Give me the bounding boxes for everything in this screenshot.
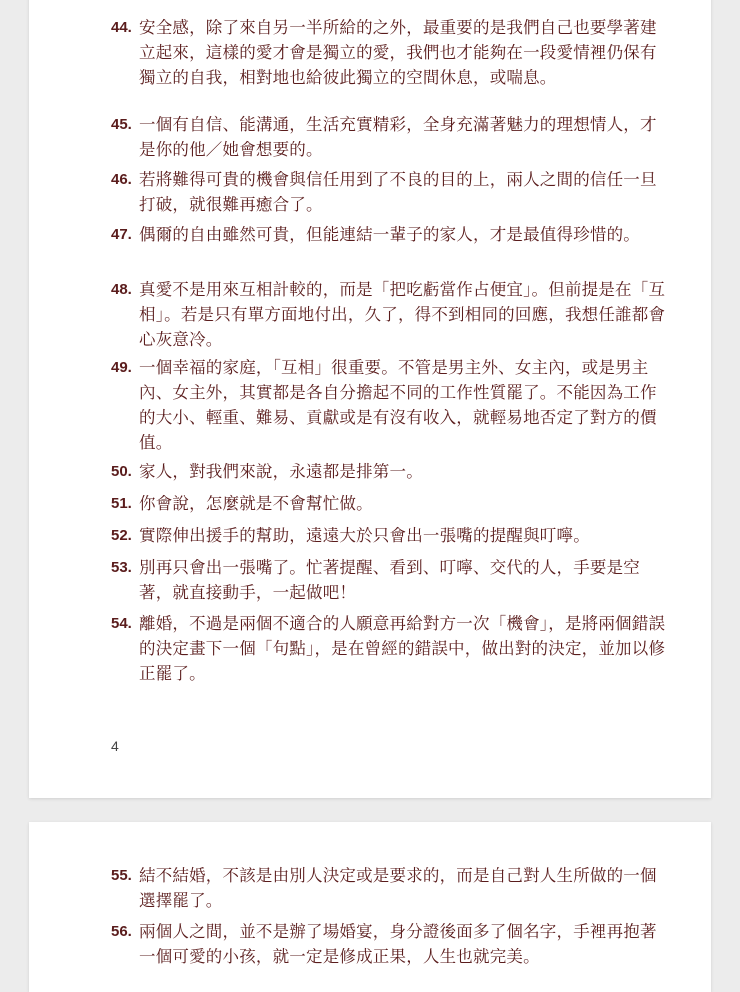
document-page-5: [29, 822, 711, 992]
item-number: 47.: [111, 226, 132, 243]
list-item-54: [111, 611, 671, 686]
list-item-53: [111, 555, 671, 605]
item-number: 46.: [111, 171, 132, 188]
item-text: 一個有自信、能溝通，生活充實精彩，全身充滿著魅力的理想情人，才是你的他／她會想要的。: [139, 115, 657, 159]
list-item-46: [111, 167, 671, 217]
list-item-45: [111, 112, 671, 162]
item-number: 45.: [111, 116, 132, 133]
list-item-51: [111, 491, 671, 516]
item-text: 別再只會出一張嘴了。忙著提醒、看到、叮嚀、交代的人，手要是空著，就直接動手，一起做吧！: [139, 558, 640, 602]
item-number: 44.: [111, 19, 132, 36]
item-number: 55.: [111, 867, 132, 884]
item-number: 48.: [111, 281, 132, 298]
item-number: 50.: [111, 463, 132, 480]
item-text: 一個幸福的家庭，「互相」很重要。不管是男主外、女主內，或是男主內、女主外，其實都是各自分擔起不同的工作性質罷了。不能因為工作的大小、輕重、難易、貢獻或是有沒有收入，就輕易地否定了對方的價值。: [139, 358, 657, 452]
list-item-44: [111, 15, 671, 90]
item-text: 真愛不是用來互相計較的，而是「把吃虧當作占便宜」。但前提是在「互相」。若是只有單方面地付出，久了，得不到相同的回應，我想任誰都會心灰意冷。: [139, 280, 666, 349]
item-text: 你會說，怎麼就是不會幫忙做。: [139, 494, 373, 513]
item-number: 53.: [111, 559, 132, 576]
item-text: 偶爾的自由雖然可貴，但能連結一輩子的家人，才是最值得珍惜的。: [139, 225, 640, 244]
list-item-52: [111, 523, 671, 548]
list-item-55: [111, 863, 671, 913]
document-page-4: [29, 0, 711, 798]
list-item-50: [111, 459, 671, 484]
list-item-49: [111, 355, 671, 455]
item-number: 52.: [111, 527, 132, 544]
item-number: 56.: [111, 923, 132, 940]
list-item-47: [111, 222, 671, 247]
list-item-48: [111, 277, 671, 352]
page-number: 4: [111, 738, 119, 754]
item-number: 54.: [111, 615, 132, 632]
item-number: 49.: [111, 359, 132, 376]
item-text: 實際伸出援手的幫助，遠遠大於只會出一張嘴的提醒與叮嚀。: [139, 526, 590, 545]
item-text: 結不結婚，不該是由別人決定或是要求的，而是自己對人生所做的一個選擇罷了。: [139, 866, 657, 910]
item-text: 離婚，不過是兩個不適合的人願意再給對方一次「機會」，是將兩個錯誤的決定畫下一個「句點」，是在曾經的錯誤中，做出對的決定，並加以修正罷了。: [139, 614, 666, 683]
item-text: 兩個人之間，並不是辦了場婚宴，身分證後面多了個名字，手裡再抱著一個可愛的小孩，就一定是修成正果，人生也就完美。: [139, 922, 657, 966]
item-number: 51.: [111, 495, 132, 512]
item-text: 安全感，除了來自另一半所給的之外，最重要的是我們自己也要學著建立起來，這樣的愛才會是獨立的愛，我們也才能夠在一段愛情裡仍保有獨立的自我，相對地也給彼此獨立的空間休息，或喘息。: [139, 18, 657, 87]
list-item-56: [111, 919, 671, 969]
item-text: 家人，對我們來說，永遠都是排第一。: [139, 462, 423, 481]
item-text: 若將難得可貴的機會與信任用到了不良的目的上，兩人之間的信任一旦打破，就很難再癒合了。: [139, 170, 657, 214]
